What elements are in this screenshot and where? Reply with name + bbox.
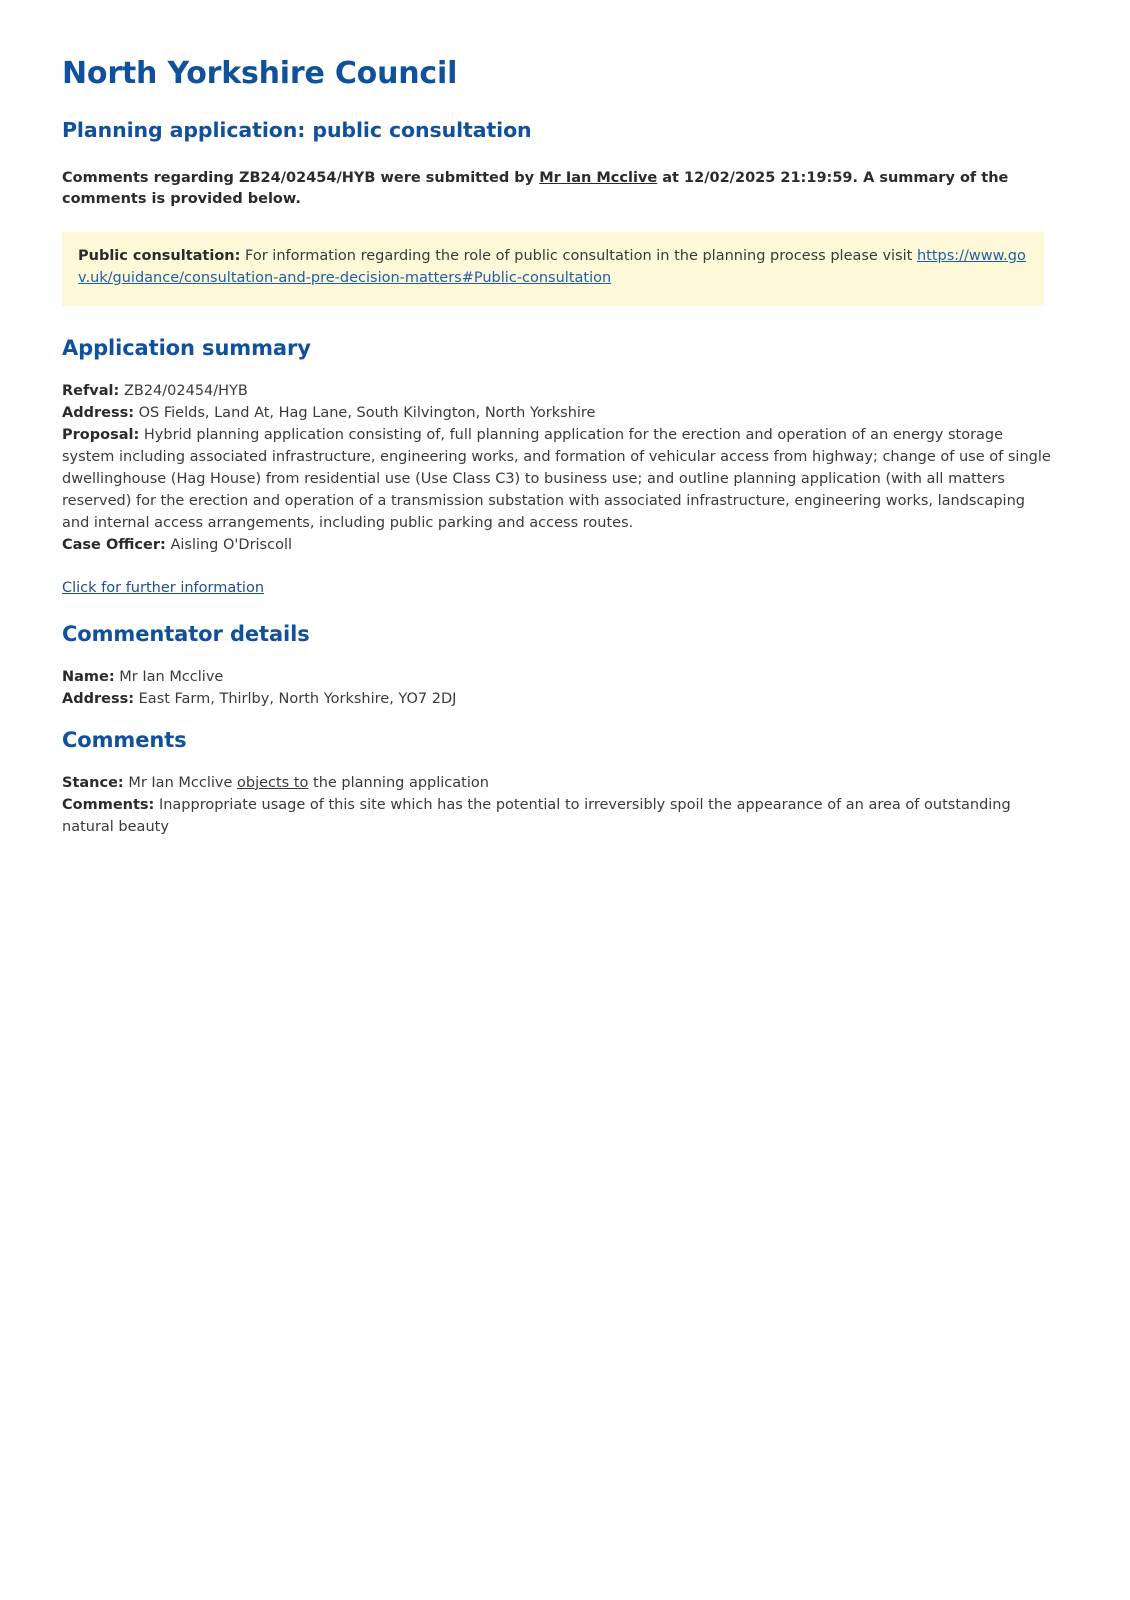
comments-fields xyxy=(62,772,1052,838)
commenter-name-link[interactable]: Mr Ian Mcclive xyxy=(539,170,658,186)
notice-label: Public consultation: xyxy=(78,248,241,265)
intro-prefix: Comments regarding ZB24/02454/HYB were submitted by xyxy=(62,170,540,186)
further-information-link[interactable]: Click for further information xyxy=(62,579,265,596)
notice-text: For information regarding the role of public consultation in the planning process please visit xyxy=(240,248,917,265)
comments-heading: Comments xyxy=(62,727,187,752)
application-summary-fields xyxy=(62,380,1052,556)
commentator-name-value: Mr Ian Mcclive xyxy=(119,668,224,685)
stance-suffix: the planning application xyxy=(313,774,489,791)
application-summary-heading: Application summary xyxy=(62,335,311,360)
public-consultation-notice xyxy=(62,232,1044,306)
commentator-details-heading: Commentator details xyxy=(62,621,310,646)
proposal-value: Hybrid planning application consisting of, full planning application for the erection and operation of an energy storage system including associated infrastructure, engineering works, and formation of vehicular access from highway; change of use of single dwellinghouse (Hag House) from residential use (Use Class C3) to business use; and outline planning application (with all matters reserved) for the erection and operation of a transmission substation with associated infrastructure, engineering works, landscaping and internal access arrangements, including public parking and access routes. xyxy=(62,426,1051,531)
proposal-label: Proposal: xyxy=(62,426,140,443)
stance-action: objects to xyxy=(237,774,309,791)
commentator-name-label: Name: xyxy=(62,668,115,685)
stance-label: Stance: xyxy=(62,774,124,791)
case-officer-value: Aisling O'Driscoll xyxy=(170,536,293,553)
page-title: North Yorkshire Council xyxy=(62,56,458,91)
refval-row xyxy=(62,380,1052,402)
commentator-address-value: East Farm, Thirlby, North Yorkshire, YO7 2DJ xyxy=(138,690,457,707)
stance-name: Mr Ian Mcclive xyxy=(128,774,233,791)
submission-intro xyxy=(62,168,1047,210)
comments-row xyxy=(62,794,1052,838)
commentator-address-label: Address: xyxy=(62,690,135,707)
address-row xyxy=(62,402,1052,424)
address-label: Address: xyxy=(62,404,135,421)
page-subtitle: Planning application: public consultation xyxy=(62,118,532,142)
address-value: OS Fields, Land At, Hag Lane, South Kilvington, North Yorkshire xyxy=(138,404,596,421)
intro-suffix: at 12/02/2025 21:19:59. A summary of the comments is provided below. xyxy=(62,170,1009,208)
consultation-guidance-link[interactable]: https://www.gov.uk/guidance/consultation-and-pre-decision-matters#Public-consultation xyxy=(78,248,1026,286)
refval-label: Refval: xyxy=(62,382,120,399)
comments-label: Comments: xyxy=(62,796,155,813)
refval-value: ZB24/02454/HYB xyxy=(123,382,248,399)
proposal-row xyxy=(62,424,1052,534)
commentator-details-fields xyxy=(62,666,1052,710)
comments-value: Inappropriate usage of this site which has the potential to irreversibly spoil the appearance of an area of outstanding natural beauty xyxy=(62,796,1011,835)
commentator-address-row xyxy=(62,688,1052,710)
stance-row xyxy=(62,772,1052,794)
case-officer-label: Case Officer: xyxy=(62,536,166,553)
case-officer-row xyxy=(62,534,1052,556)
commentator-name-row xyxy=(62,666,1052,688)
